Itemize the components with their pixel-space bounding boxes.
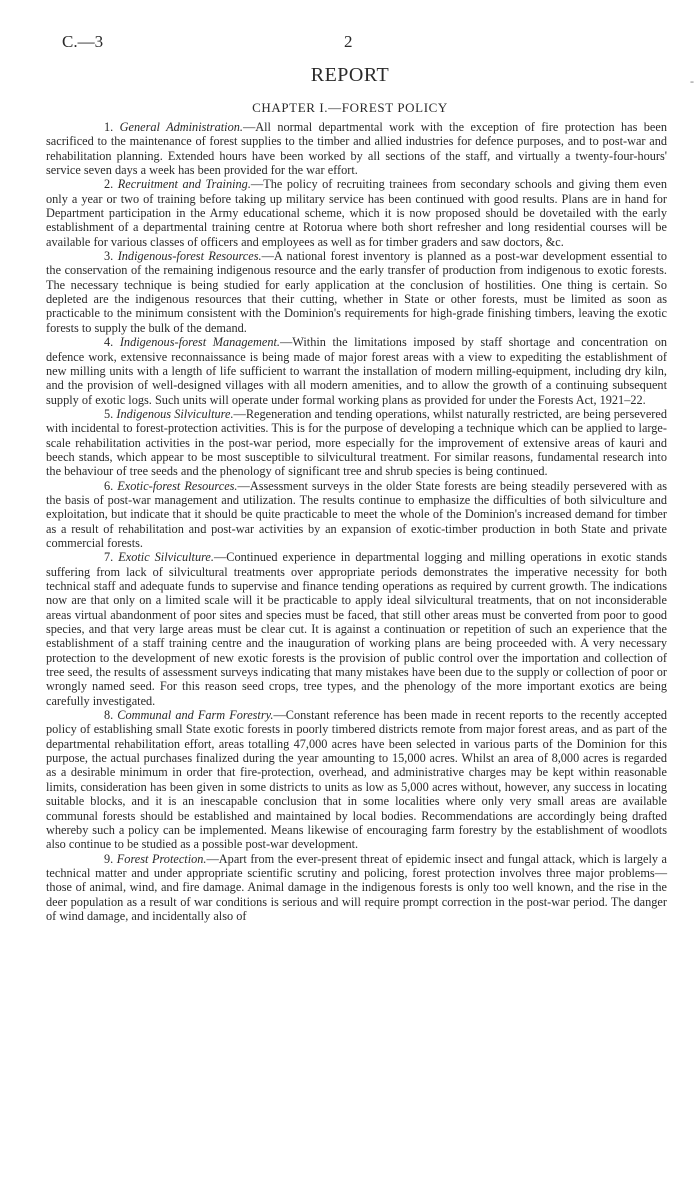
page-number: 2	[344, 32, 353, 51]
paragraph-number: 7.	[104, 550, 114, 565]
paragraph	[46, 335, 667, 407]
paragraph-heading: Indigenous Silviculture.	[116, 406, 234, 421]
paragraph-heading: Forest Protection.	[116, 851, 207, 866]
report-title: REPORT	[310, 64, 390, 86]
paragraph-text: —Assessment surveys in the older State forests are being steadily persevered with as the basis of post-war management and utilization. The results continue to emphasize the difficulties of both silviculture and exploitation, but indicate that it should be quite practicable to meet the whole of the Dominion's increased demand for timber as a result of rehabilitation and post-war activities by an expansion of exotic-timber production in both State and private commercial forests.	[46, 478, 667, 550]
paragraph	[46, 177, 667, 249]
paragraph-heading: Communal and Farm Forestry.	[117, 708, 274, 723]
margin-mark: -	[690, 74, 694, 88]
paragraph-number: 4.	[104, 335, 114, 350]
paragraph-number: 8.	[104, 708, 114, 723]
paragraph-text: —Regeneration and tending operations, whilst naturally restricted, are being persevered with incidental to forest-protection activities. This is for the purpose of developing a technique which can be applied to large-scale rehabilitation activities in the post-war period, more especially for the improvement of extensive areas of kauri and beech stands, which appear to be most susceptible to silvicultural treatment. For similar reasons, fundamental research into the behaviour of tree seeds and the phenology of significant tree and shrub species is being continued.	[46, 406, 667, 479]
paragraph	[46, 852, 667, 924]
paragraph-number: 2.	[104, 177, 114, 192]
paragraph	[46, 479, 667, 551]
paragraph-heading: Indigenous-forest Management.	[119, 335, 280, 350]
paragraph-text: —Constant reference has been made in recent reports to the recently accepted policy of establishing small State exotic forests in poorly timbered districts remote from major forest areas, and as part of the departmental rehabilitation effort, areas totalling 47,000 acres have been selected in various parts of the Dominion for this purpose, the actual purchases finalized during the year amounting to 15,000 acres. Whilst an area of 8,000 acres is regarded as a desirable minimum in order that fire-protection, overhead, and administrative charges may be kept within reasonable limits, consideration has been given in some districts to units as low as 5,000 acres without, however, any success in locating suitable blocks, and it is an inescapable conclusion that in some localities where only very small areas are available communal forests should be established and maintained by local bodies. Recommendations are accordingly being drafted whereby such a policy can be implemented. Means likewise of encouraging farm forestry by the establishment of woodlots also continue to be studied as a possible post-war development.	[46, 708, 667, 852]
paragraph-heading: Exotic Silviculture.	[118, 550, 214, 565]
paragraph-heading: Indigenous-forest Resources.	[117, 249, 262, 264]
paragraph-number: 9.	[104, 851, 114, 866]
paragraph	[46, 120, 667, 177]
paragraph	[46, 708, 667, 851]
paragraph-heading: Exotic-forest Resources.	[117, 478, 238, 493]
paragraph-number: 6.	[104, 478, 114, 493]
paragraph-text: —Apart from the ever-present threat of epidemic insect and fungal attack, which is largely a technical matter and under appropriate scientific scrutiny and policing, forest protection involves three major problems—those of animal, wind, and fire damage. Animal damage in the indigenous forests is only too well known, and the rise in the deer population as a result of war conditions is serious and will require prompt correction in the post-war period. The danger of wind damage, and incidentally also of	[46, 851, 668, 923]
paragraph-text: —Within the limitations imposed by staff shortage and concentration on defence work, extensive reconnaissance is being made of major forest areas with a view to expediting the establishment of new milling units with a length of life sufficient to warrant the installation of modern milling-equipment, including dry kiln, and the provision of well-designed villages with all modern amenities, and to allow the growth of a continuing subsequent supply of exotic logs. Such units will operate under formal working plans as provided for under the Forests Act, 1921–22.	[46, 335, 667, 407]
paragraph-number: 1.	[104, 120, 114, 134]
report-body	[46, 120, 667, 923]
paragraph-number: 5.	[104, 406, 114, 421]
paragraph	[46, 407, 667, 479]
paragraph-text: —Continued experience in departmental logging and milling operations in exotic stands suffering from lack of silvicultural treatments over appropriate periods demonstrates the imperative necessity for both technical staff and adequate funds to supervise and finance tending operations as required by current growth. The indications now are that only on a limited scale will it be practicable to apply ideal silvicultural treatments, that on not inconsiderable areas virtual abandonment of poor sites and species must be faced, that still other areas must be converted from poor to good species, and that very large areas must be clear cut. It is against a continuation or repetition of such an experience that the establishment of a staff training centre and the inauguration of working plans are being proceeded with. A very necessary protection to the development of new exotic forests is the provision of public control over the importation and collection of tree seed, the results of assessment surveys indicating that many mistakes have been due to the supply or collection of poor or wrongly named seed. For this reason seed crops, tree types, and the phenology of the more important exotics are being carefully investigated.	[46, 550, 667, 708]
document-reference: C.—3	[62, 32, 104, 51]
paragraph	[46, 249, 667, 335]
paragraph-text: —The policy of recruiting trainees from secondary schools and giving them even only a year or two of training before taking up military service has been continued with good results. Plans are in hand for Department participation in the Army educational scheme, which it is now proposed should be dovetailed with the early establishment of a departmental training centre at Rotorua where both short refresher and long residential courses will be available for various classes of officers and employees as well as for timber graders and saw doctors, &c.	[46, 177, 668, 249]
chapter-heading: CHAPTER I.—FOREST POLICY	[252, 100, 448, 115]
page-header	[62, 32, 667, 54]
paragraph-heading: General Administration.	[119, 120, 243, 134]
paragraph-text: —All normal departmental work with the exception of fire protection has been sacrificed to the maintenance of forest supplies to the timber and allied industries for defence purposes, and to post-war and rehabilitation planning. Extended hours have been worked by all sections of the staff, and virtually a twenty-four-hours' service seven days a week has been provided for the war effort.	[46, 120, 667, 178]
paragraph-heading: Recruitment and Training.	[117, 177, 251, 192]
paragraph-text: —A national forest inventory is planned as a post-war development essential to the conservation of the remaining indigenous resource and the early transfer of production from indigenous to exotic forests. The necessary technique is being studied for early application at the conclusion of hostilities. One thing is certain. So depleted are the indigenous resources that their cutting, whether in State or other forests, must be limited as soon as practicable to the minimum consistent with the Dominion's requirements for high-grade finishing timbers, leaving the exotic forests to supply the bulk of the demand.	[46, 249, 667, 335]
paragraph-number: 3.	[104, 249, 114, 264]
paragraph	[46, 550, 667, 708]
